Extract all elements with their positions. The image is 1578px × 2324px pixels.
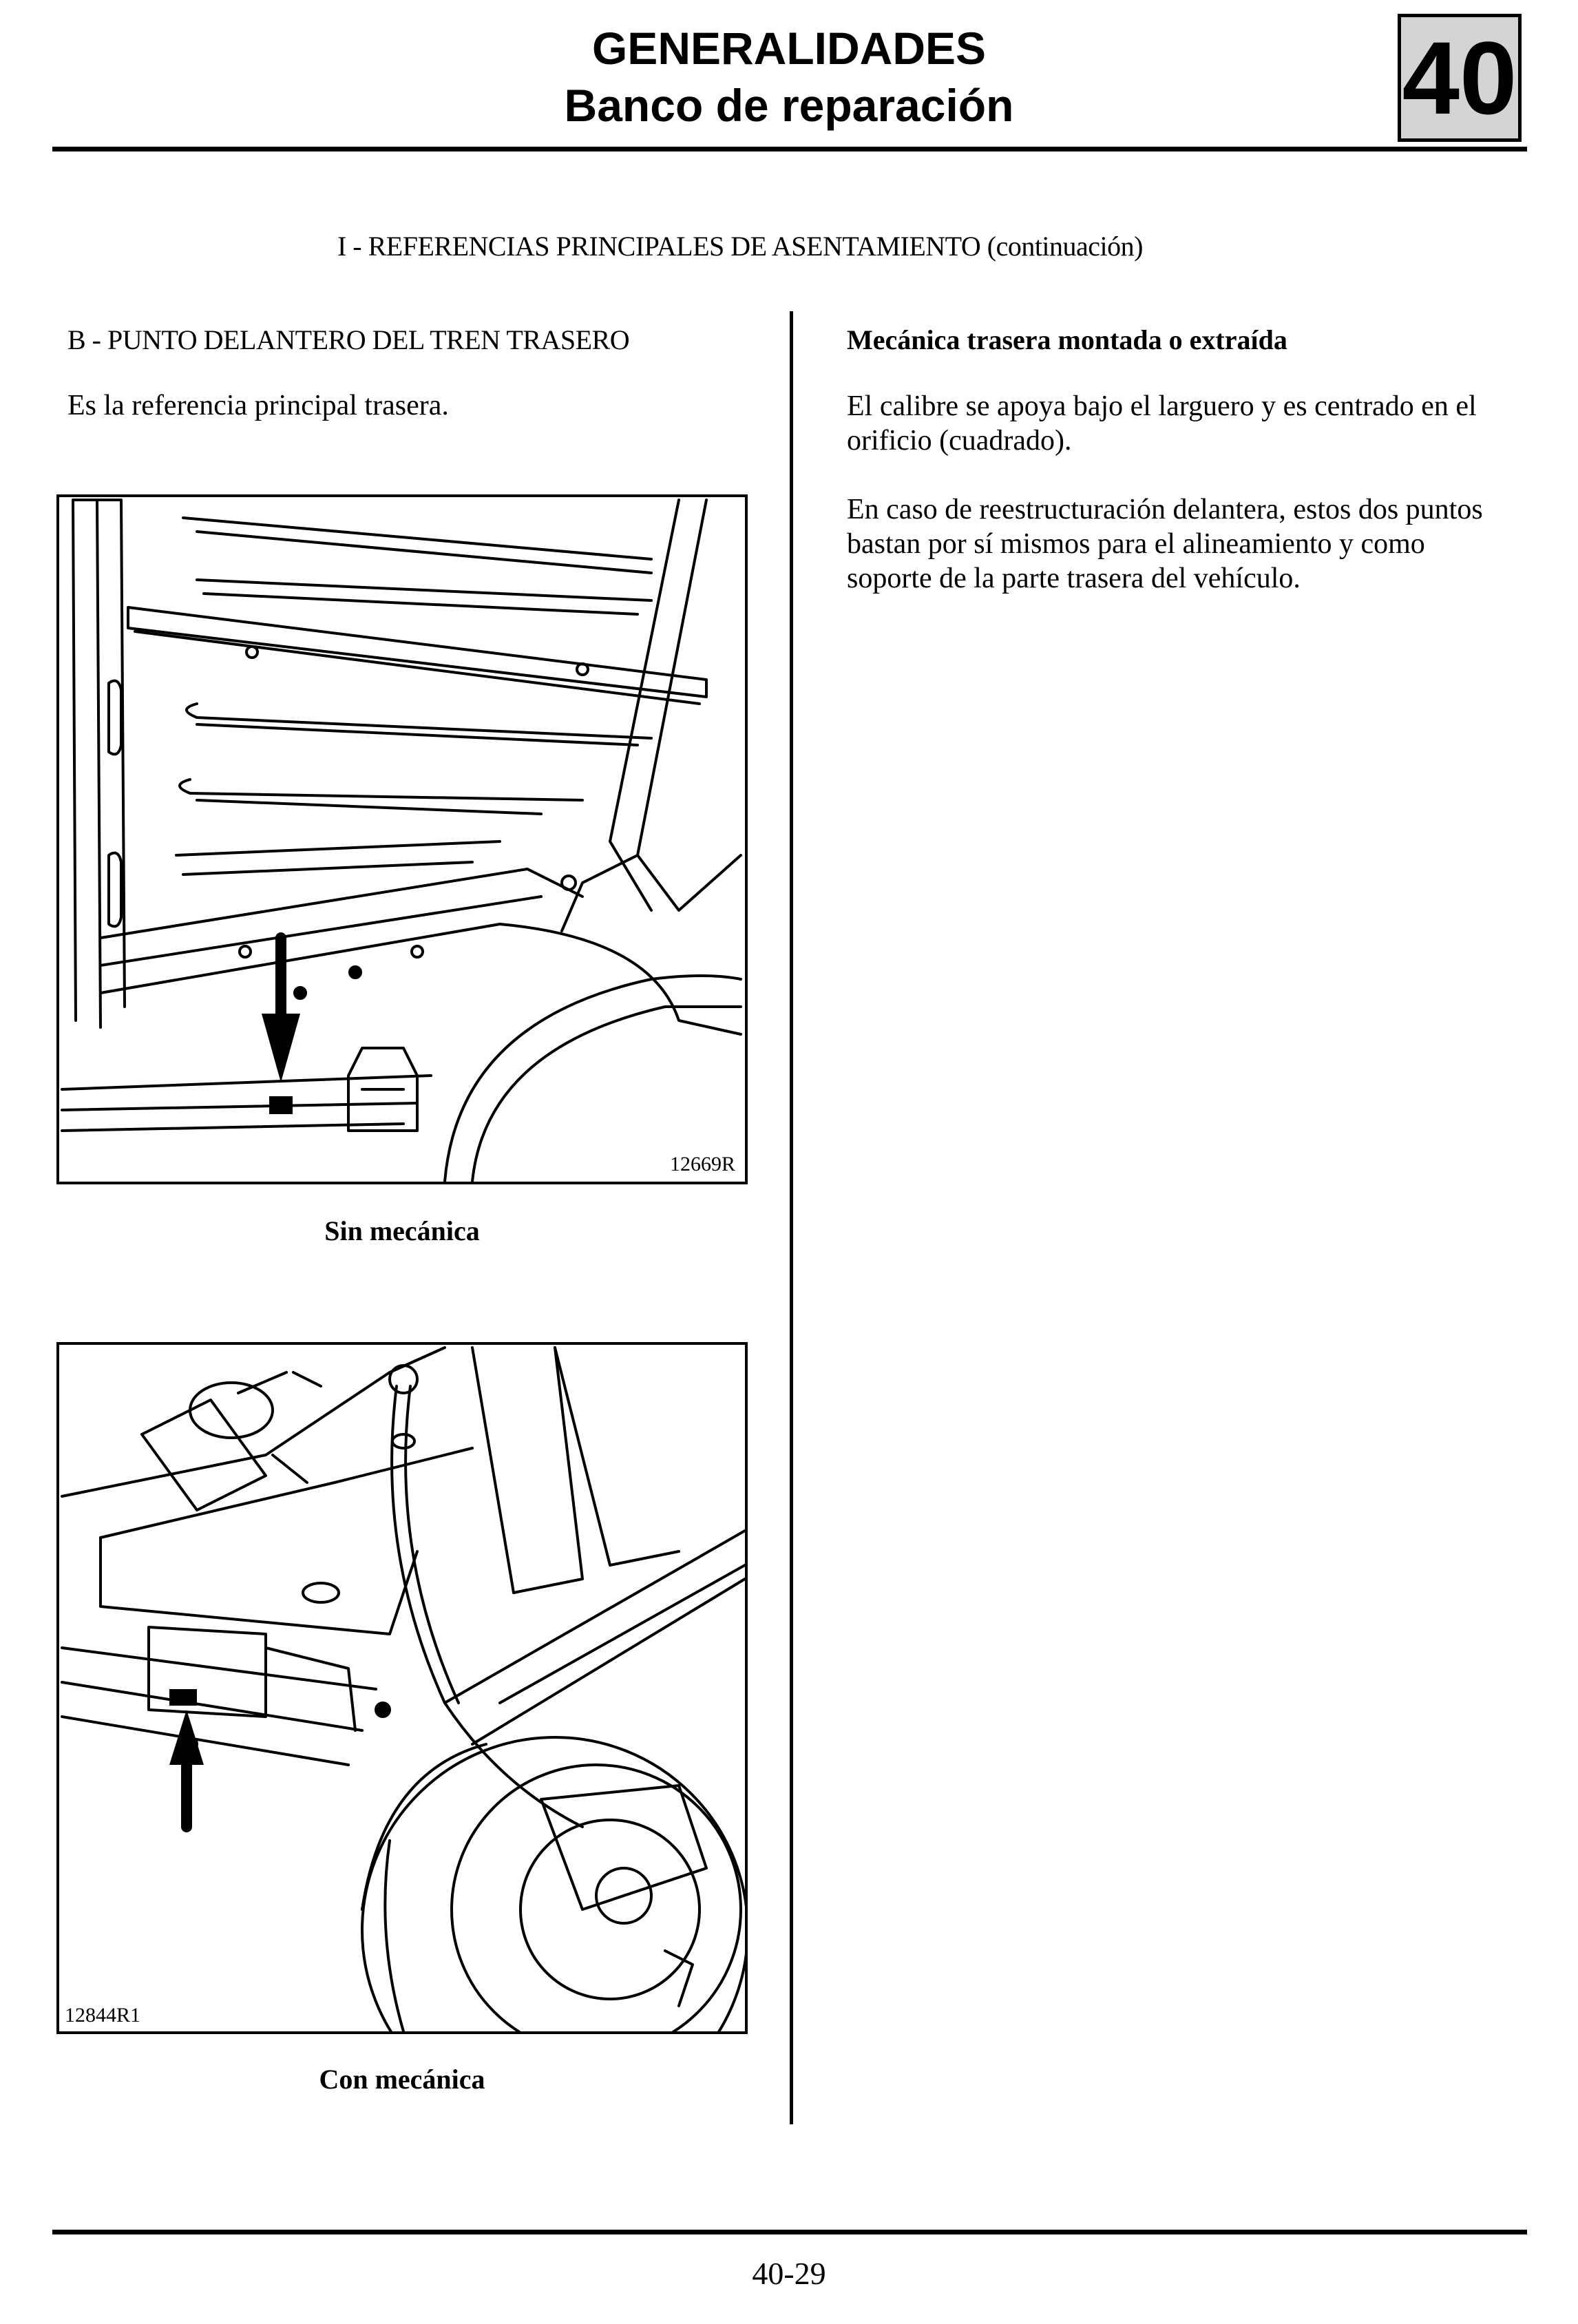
body-frame-illustration [59,497,745,1182]
figure-reference: 12669R [669,1153,735,1175]
header-rule [52,147,1527,151]
chapter-number-badge: 40 [1398,14,1522,142]
document-subtitle: Banco de reparación [564,80,1014,131]
section-heading: I - REFERENCIAS PRINCIPALES DE ASENTAMIENTO (continuación) [337,231,1143,262]
right-paragraph: El calibre se apoya bajo el larguero y es centrado en el orificio (cuadrado). [847,390,1477,457]
left-subheading: B - PUNTO DELANTERO DEL TREN TRASERO [67,324,630,355]
figure-caption: Sin mecánica [324,1215,480,1246]
column-divider [790,311,793,2124]
figure-caption: Con mecánica [319,2064,485,2095]
footer-rule [52,2230,1527,2234]
figure-reference: 12844R1 [65,2004,141,2027]
figure-con-mecanica [56,1342,748,2034]
right-paragraph: En caso de reestructuración delantera, estos dos puntos bastan por sí mismos para el alineamiento y como soporte de la parte trasera del vehículo. [847,494,1483,594]
left-paragraph: Es la referencia principal trasera. [67,390,449,421]
right-heading: Mecánica trasera montada o extraída [847,324,1287,355]
rear-axle-illustration [59,1345,745,2031]
document-title: GENERALIDADES [591,23,987,74]
page-number: 40-29 [752,2256,826,2291]
figure-sin-mecanica [56,494,748,1184]
